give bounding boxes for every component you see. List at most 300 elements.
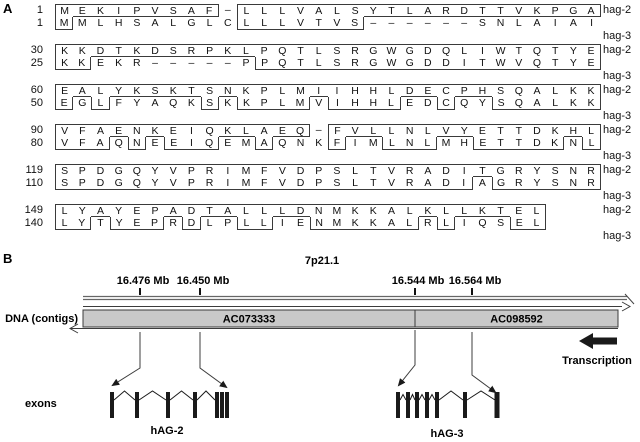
intron-line bbox=[419, 395, 425, 401]
residue-cell: L bbox=[255, 217, 273, 230]
residue-cell: D bbox=[528, 137, 546, 150]
row-start-number: 110 bbox=[25, 177, 43, 189]
coordinate-label: 16.450 Mb bbox=[176, 275, 230, 287]
residue-cell: S bbox=[492, 84, 510, 97]
residue-cell: S bbox=[133, 17, 141, 29]
residue-cell: H bbox=[460, 137, 469, 149]
residue-cell: C bbox=[437, 97, 455, 110]
residue-cell: Q bbox=[460, 97, 469, 109]
gene-structures bbox=[110, 391, 500, 440]
residue-cell: K bbox=[564, 84, 582, 97]
residue-cell: L bbox=[237, 217, 255, 230]
row-start-number: 80 bbox=[30, 137, 43, 149]
residue-cell: K bbox=[582, 97, 600, 110]
residue-cell: N bbox=[401, 137, 419, 150]
residue-cell: V bbox=[146, 4, 164, 17]
residue-cell: H bbox=[346, 97, 364, 110]
residue-cell: T bbox=[510, 137, 528, 150]
residue-cell: V bbox=[273, 164, 291, 177]
coordinate-scale bbox=[117, 275, 502, 295]
residue-cell: P bbox=[146, 217, 164, 230]
residue-cell: D bbox=[91, 164, 109, 177]
residue-cell: D bbox=[291, 177, 309, 190]
residue-cell: P bbox=[455, 84, 473, 97]
residue-cell: D bbox=[91, 177, 109, 190]
residue-cell: I bbox=[353, 137, 357, 149]
residue-cell: P bbox=[201, 44, 219, 57]
residue-cell: Q bbox=[510, 97, 528, 110]
residue-cell: N bbox=[128, 137, 146, 150]
residue-cell: L bbox=[91, 97, 109, 110]
exon-bar bbox=[215, 392, 219, 418]
residue-cell: I bbox=[590, 17, 593, 29]
residue-cell: N bbox=[569, 137, 578, 149]
residue-cell: T bbox=[492, 204, 510, 217]
exon-bar bbox=[135, 392, 139, 418]
residue-cell: M bbox=[55, 4, 73, 17]
residue-cell: W bbox=[382, 44, 400, 57]
residue-cell: G bbox=[492, 164, 510, 177]
residue-cell: – bbox=[152, 57, 158, 69]
residue-cell: R bbox=[424, 217, 432, 229]
residue-cell: V bbox=[164, 177, 182, 190]
residue-cell: – bbox=[443, 17, 449, 29]
residue-cell: – bbox=[370, 17, 377, 29]
residue-cell: T bbox=[473, 4, 491, 17]
residue-cell: A bbox=[419, 164, 437, 177]
residue-cell: M bbox=[291, 84, 309, 97]
residue-cell: L bbox=[455, 44, 473, 57]
sequence-name: hag-2 bbox=[603, 84, 632, 96]
residue-cell: E bbox=[473, 137, 491, 150]
residue-cell: I bbox=[328, 97, 346, 110]
row-start-number: 50 bbox=[30, 97, 43, 109]
residue-cell: Y bbox=[73, 217, 91, 230]
residue-cell: E bbox=[164, 124, 182, 137]
residue-cell: M bbox=[291, 97, 309, 110]
sequence-name: hag-2 bbox=[603, 164, 632, 176]
residue-cell: K bbox=[546, 137, 564, 150]
residue-cell: L bbox=[364, 124, 382, 137]
residue-cell: R bbox=[401, 164, 419, 177]
gene-name-label: hAG-3 bbox=[430, 428, 464, 440]
residue-cell: Y bbox=[455, 124, 473, 137]
sequence-name: hag-3 bbox=[603, 190, 632, 202]
contig-name: AC098592 bbox=[490, 313, 543, 326]
sequence-name: hag-2 bbox=[603, 4, 632, 16]
residue-cell: Y bbox=[146, 164, 164, 177]
residue-cell: – bbox=[188, 57, 195, 69]
residue-cell: D bbox=[291, 164, 309, 177]
residue-cell: V bbox=[382, 177, 400, 190]
residue-cell: I bbox=[310, 84, 328, 97]
residue-cell: – bbox=[206, 57, 213, 69]
residue-cell: P bbox=[255, 84, 273, 97]
residue-cell: V bbox=[55, 124, 73, 137]
residue-cell: K bbox=[146, 124, 164, 137]
residue-cell: – bbox=[170, 57, 177, 69]
residue-cell: L bbox=[382, 124, 400, 137]
residue-cell: V bbox=[382, 164, 400, 177]
residue-cell: S bbox=[492, 97, 510, 110]
residue-cell: I bbox=[455, 177, 473, 190]
residue-cell: R bbox=[346, 57, 364, 70]
residue-cell: E bbox=[55, 84, 73, 97]
residue-cell: E bbox=[151, 137, 159, 149]
residue-cell: D bbox=[424, 97, 432, 109]
residue-cell: Y bbox=[73, 204, 91, 217]
residue-cell: K bbox=[528, 4, 546, 17]
residue-cell: I bbox=[473, 44, 491, 57]
residue-cell: M bbox=[77, 17, 87, 29]
residue-cell: N bbox=[564, 177, 582, 190]
residue-cell: M bbox=[55, 17, 73, 30]
residue-cell: K bbox=[224, 97, 232, 109]
residue-cell: R bbox=[437, 4, 455, 17]
residue-cell: S bbox=[346, 17, 364, 30]
residue-cell: L bbox=[91, 84, 109, 97]
residue-cell: E bbox=[406, 97, 414, 109]
residue-cell: V bbox=[291, 17, 309, 30]
residue-cell: A bbox=[151, 97, 159, 109]
residue-cell: T bbox=[510, 44, 528, 57]
residue-cell: V bbox=[510, 57, 528, 70]
residue-cell: W bbox=[382, 57, 400, 70]
row-start-number: 140 bbox=[24, 217, 43, 229]
residue-cell: A bbox=[151, 17, 159, 29]
residue-cell: E bbox=[297, 217, 305, 229]
residue-cell: A bbox=[382, 217, 400, 230]
residue-cell: M bbox=[441, 137, 451, 149]
residue-cell: R bbox=[201, 177, 219, 190]
residue-cell: L bbox=[382, 84, 400, 97]
residue-cell: S bbox=[478, 17, 486, 29]
residue-cell: L bbox=[255, 204, 273, 217]
residue-cell: V bbox=[291, 4, 309, 17]
residue-cell: T bbox=[364, 164, 382, 177]
residue-cell: L bbox=[401, 4, 419, 17]
residue-cell: E bbox=[473, 124, 491, 137]
residue-cell: T bbox=[291, 57, 309, 70]
residue-cell: Q bbox=[478, 217, 487, 229]
residue-cell: R bbox=[169, 217, 178, 229]
residue-cell: K bbox=[73, 57, 91, 70]
residue-cell: K bbox=[315, 137, 323, 149]
exon-bar bbox=[415, 392, 419, 418]
exon-bar bbox=[193, 392, 197, 418]
residue-cell: D bbox=[419, 44, 437, 57]
residue-cell: L bbox=[237, 204, 255, 217]
residue-cell: I bbox=[219, 164, 237, 177]
locus-label: 7p21.1 bbox=[304, 255, 340, 267]
residue-cell: – bbox=[406, 17, 413, 29]
residue-cell: L bbox=[546, 97, 564, 110]
residue-cell: A bbox=[255, 137, 273, 150]
gene-structure bbox=[110, 391, 229, 437]
residue-cell: K bbox=[473, 204, 491, 217]
exon-bar bbox=[166, 392, 170, 418]
residue-cell: L bbox=[382, 137, 400, 150]
exon-bar bbox=[495, 392, 500, 418]
residue-cell: Q bbox=[114, 137, 123, 149]
residue-cell: L bbox=[437, 217, 455, 230]
residue-cell: L bbox=[273, 4, 291, 17]
residue-cell: G bbox=[110, 164, 128, 177]
residue-cell: L bbox=[582, 137, 600, 150]
residue-cell: L bbox=[419, 124, 437, 137]
residue-cell: I bbox=[328, 84, 346, 97]
sequence-name: hag-3 bbox=[603, 150, 632, 162]
residue-cell: Y bbox=[528, 177, 546, 190]
residue-cell: S bbox=[55, 177, 73, 190]
residue-cell: L bbox=[255, 4, 273, 17]
residue-cell: E bbox=[224, 137, 232, 149]
residue-cell: T bbox=[382, 4, 400, 17]
residue-cell: L bbox=[419, 137, 437, 150]
sequence-name: hag-3 bbox=[603, 30, 632, 42]
row-start-number: 1 bbox=[36, 17, 43, 29]
residue-cell: K bbox=[346, 204, 364, 217]
row-start-number: 90 bbox=[30, 124, 43, 136]
residue-cell: T bbox=[492, 137, 510, 150]
residue-cell: E bbox=[273, 124, 291, 137]
residue-cell: L bbox=[273, 97, 291, 110]
residue-cell: L bbox=[273, 204, 291, 217]
residue-cell: Y bbox=[478, 97, 486, 109]
residue-cell: L bbox=[310, 57, 328, 70]
residue-cell: S bbox=[201, 97, 219, 110]
residue-cell: K bbox=[364, 217, 382, 230]
residue-cell: R bbox=[201, 164, 219, 177]
residue-cell: G bbox=[492, 177, 510, 190]
sequence-name: hag-3 bbox=[603, 110, 632, 122]
residue-cell: D bbox=[437, 164, 455, 177]
intron-line bbox=[429, 395, 435, 401]
residue-cell: D bbox=[437, 177, 455, 190]
residue-cell: S bbox=[164, 4, 182, 17]
residue-cell: M bbox=[328, 217, 346, 230]
residue-cell: A bbox=[91, 124, 109, 137]
residue-cell: P bbox=[128, 4, 146, 17]
residue-cell: D bbox=[401, 84, 419, 97]
residue-cell: P bbox=[73, 177, 91, 190]
exon-pointer-arrow bbox=[472, 332, 495, 392]
residue-cell: T bbox=[364, 177, 382, 190]
residue-cell: Q bbox=[128, 164, 146, 177]
residue-cell: R bbox=[582, 164, 600, 177]
exon-bar bbox=[463, 392, 467, 418]
residue-cell: L bbox=[206, 217, 213, 229]
residue-cell: Y bbox=[110, 204, 128, 217]
residue-cell: A bbox=[419, 177, 437, 190]
residue-cell: S bbox=[328, 57, 346, 70]
coordinate-label: 16.564 Mb bbox=[448, 275, 502, 287]
residue-cell: E bbox=[510, 217, 528, 230]
residue-cell: – bbox=[315, 124, 322, 136]
residue-cell: L bbox=[455, 204, 473, 217]
residue-cell: M bbox=[241, 137, 251, 149]
residue-cell: – bbox=[424, 17, 431, 29]
residue-cell: P bbox=[546, 4, 564, 17]
residue-cell: V bbox=[437, 124, 455, 137]
residue-cell: A bbox=[91, 204, 109, 217]
residue-cell: A bbox=[310, 4, 328, 17]
residue-cell: L bbox=[55, 204, 73, 217]
residue-cell: Q bbox=[437, 44, 455, 57]
row-start-number: 30 bbox=[30, 44, 43, 56]
residue-cell: Q bbox=[291, 124, 309, 137]
intron-line bbox=[197, 391, 215, 400]
residue-cell: G bbox=[364, 44, 382, 57]
residue-cell: Q bbox=[510, 84, 528, 97]
residue-cell: N bbox=[496, 17, 505, 29]
residue-cell: H bbox=[564, 124, 582, 137]
residue-cell: E bbox=[128, 217, 146, 230]
residue-cell: N bbox=[128, 124, 146, 137]
residue-cell: Q bbox=[201, 124, 219, 137]
residue-cell: D bbox=[182, 217, 200, 230]
residue-cell: L bbox=[237, 4, 255, 17]
residue-cell: S bbox=[55, 164, 73, 177]
residue-cell: E bbox=[110, 124, 128, 137]
sequence-name: hag-2 bbox=[603, 204, 632, 216]
residue-cell: E bbox=[55, 97, 73, 110]
residue-cell: F bbox=[73, 137, 91, 150]
exon-bar bbox=[435, 392, 439, 418]
residue-cell: M bbox=[237, 164, 255, 177]
residue-cell: H bbox=[364, 97, 382, 110]
residue-cell: A bbox=[528, 84, 546, 97]
row-start-number: 25 bbox=[30, 57, 43, 69]
residue-cell: K bbox=[55, 44, 73, 57]
residue-cell: Y bbox=[110, 217, 128, 230]
residue-cell: V bbox=[328, 17, 346, 30]
residue-cell: A bbox=[533, 17, 541, 29]
residue-cell: S bbox=[328, 44, 346, 57]
sequence-name: hag-2 bbox=[603, 124, 632, 136]
residue-cell: D bbox=[455, 4, 473, 17]
residue-cell: R bbox=[582, 177, 600, 190]
residue-cell: M bbox=[328, 204, 346, 217]
residue-cell: P bbox=[242, 57, 250, 69]
residue-cell: Y bbox=[133, 97, 141, 109]
residue-cell: H bbox=[114, 17, 123, 29]
residue-cell: L bbox=[237, 124, 255, 137]
residue-cell: E bbox=[73, 4, 91, 17]
residue-cell: K bbox=[237, 97, 255, 110]
residue-cell: Q bbox=[273, 44, 291, 57]
residue-cell: A bbox=[73, 84, 91, 97]
residue-cell: L bbox=[328, 4, 346, 17]
residue-cell: N bbox=[219, 84, 237, 97]
dna-contigs-label: DNA (contigs) bbox=[5, 313, 78, 325]
residue-cell: T bbox=[201, 204, 219, 217]
residue-cell: P bbox=[182, 177, 200, 190]
residue-cell: L bbox=[237, 44, 255, 57]
residue-cell: N bbox=[564, 164, 582, 177]
residue-cell: P bbox=[310, 177, 328, 190]
residue-cell: T bbox=[310, 17, 328, 30]
residue-cell: L bbox=[515, 17, 522, 29]
residue-cell: Y bbox=[146, 177, 164, 190]
panel-b-label: B bbox=[3, 251, 13, 266]
residue-cell: L bbox=[546, 84, 564, 97]
row-start-number: 119 bbox=[25, 164, 43, 176]
residue-cell: Q bbox=[278, 137, 287, 149]
residue-cell: E bbox=[510, 204, 528, 217]
residue-cell: T bbox=[182, 84, 200, 97]
residue-cell: K bbox=[346, 217, 364, 230]
residue-cell: N bbox=[310, 204, 328, 217]
residue-cell: M bbox=[368, 137, 378, 149]
residue-cell: K bbox=[128, 44, 146, 57]
residue-cell: Y bbox=[528, 164, 546, 177]
residue-cell: E bbox=[582, 57, 600, 70]
sequence-name: hag-2 bbox=[603, 44, 632, 56]
residue-cell: L bbox=[346, 164, 364, 177]
residue-cell: R bbox=[401, 177, 419, 190]
residue-cell: N bbox=[296, 137, 305, 149]
residue-cell: P bbox=[255, 57, 273, 70]
residue-cell: Q bbox=[528, 44, 546, 57]
residue-cell: L bbox=[170, 17, 177, 29]
sequence-name: hag-3 bbox=[603, 70, 632, 82]
residue-cell: S bbox=[346, 4, 364, 17]
residue-cell: K bbox=[546, 124, 564, 137]
residue-cell: G bbox=[401, 57, 419, 70]
residue-cell: A bbox=[182, 4, 200, 17]
residue-cell: T bbox=[291, 44, 309, 57]
residue-cell: S bbox=[146, 84, 164, 97]
residue-cell: V bbox=[55, 137, 73, 150]
residue-cell: Q bbox=[528, 57, 546, 70]
residue-cell: D bbox=[419, 57, 437, 70]
coordinate-label: 16.476 Mb bbox=[116, 275, 170, 287]
residue-cell: T bbox=[492, 4, 510, 17]
residue-cell: K bbox=[128, 84, 146, 97]
residue-cell: P bbox=[73, 164, 91, 177]
residue-cell: A bbox=[569, 17, 577, 29]
residue-cell: L bbox=[528, 204, 546, 217]
residue-cell: G bbox=[110, 177, 128, 190]
residue-cell: H bbox=[364, 84, 382, 97]
residue-cell: K bbox=[55, 57, 73, 70]
residue-cell: H bbox=[473, 84, 491, 97]
residue-cell: T bbox=[510, 124, 528, 137]
residue-cell: G bbox=[187, 17, 196, 29]
exon-bar bbox=[425, 392, 429, 418]
residue-cell: H bbox=[346, 84, 364, 97]
residue-cell: K bbox=[219, 124, 237, 137]
residue-cell: – bbox=[388, 17, 395, 29]
residue-cell: Q bbox=[201, 137, 219, 150]
exon-pointer-arrow bbox=[113, 332, 140, 385]
residue-cell: L bbox=[273, 17, 291, 30]
residue-cell: K bbox=[73, 44, 91, 57]
exon-pointer-arrow bbox=[399, 330, 415, 385]
residue-cell: R bbox=[133, 57, 141, 69]
residue-cell: K bbox=[187, 97, 195, 109]
contig-boxes bbox=[83, 310, 618, 327]
residue-cell: L bbox=[401, 217, 419, 230]
residue-cell: Q bbox=[128, 177, 146, 190]
residue-cell: I bbox=[455, 164, 473, 177]
residue-cell: R bbox=[346, 44, 364, 57]
residue-cell: W bbox=[492, 44, 510, 57]
residue-cell: E bbox=[419, 84, 437, 97]
residue-cell: D bbox=[437, 57, 455, 70]
residue-cell: Q bbox=[169, 97, 178, 109]
